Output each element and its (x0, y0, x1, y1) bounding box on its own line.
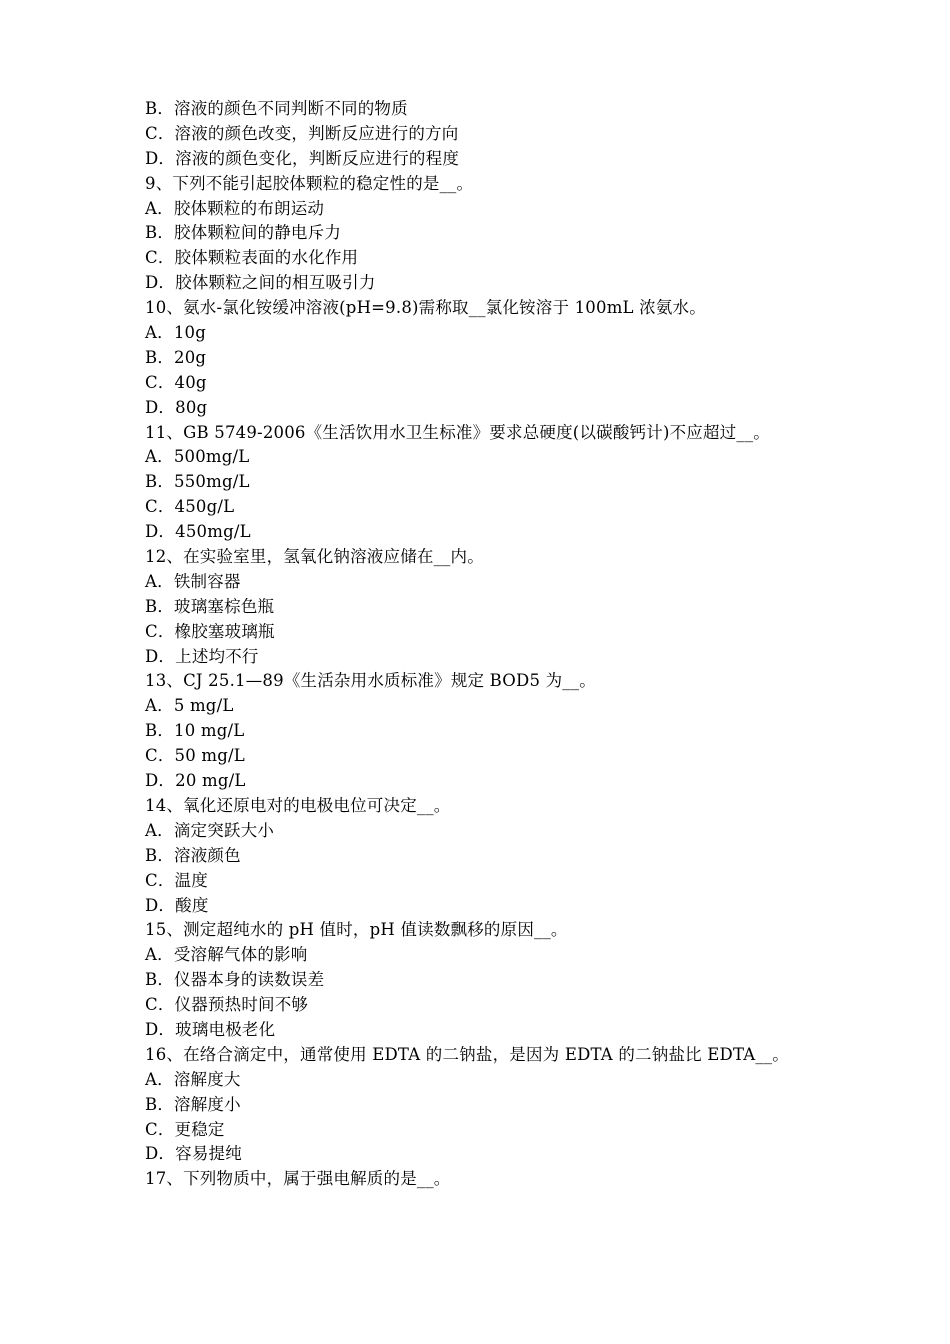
question-line: 17、下列物质中，属于强电解质的是__。 (145, 1169, 451, 1189)
option-line: D．玻璃电极老化 (145, 1019, 276, 1039)
question-line: 11、GB 5749-2006《生活饮用水卫生标准》要求总硬度(以碳酸钙计)不应超过__。 (145, 422, 770, 442)
option-line: B．20g (145, 347, 207, 367)
option-line: D．胶体颗粒之间的相互吸引力 (145, 273, 376, 293)
option-line: A．5 mg/L (145, 696, 234, 716)
option-line: C．450g/L (145, 497, 235, 517)
option-line: B．溶解度小 (145, 1094, 241, 1114)
text-line: D．溶液的颜色变化，判断反应进行的程度 (145, 148, 460, 168)
option-line: C．胶体颗粒表面的水化作用 (145, 248, 359, 268)
option-line: A．受溶解气体的影响 (145, 945, 308, 965)
text-line: C．溶液的颜色改变，判断反应进行的方向 (145, 123, 459, 143)
option-line: C．仪器预热时间不够 (145, 995, 309, 1015)
option-line: B．550mg/L (145, 472, 250, 492)
option-line: A．胶体颗粒的布朗运动 (145, 198, 325, 218)
option-line: C．40g (145, 372, 207, 392)
option-line: B．溶液颜色 (145, 845, 241, 865)
option-line: A．铁制容器 (145, 571, 241, 591)
option-line: D．酸度 (145, 895, 209, 915)
option-line: B．玻璃塞棕色瓶 (145, 596, 275, 616)
option-line: B．10 mg/L (145, 721, 245, 741)
option-line: D．20 mg/L (145, 771, 246, 791)
question-line: 12、在实验室里，氢氧化钠溶液应储在__内。 (145, 547, 484, 567)
option-line: D．450mg/L (145, 522, 251, 542)
option-line: C．温度 (145, 870, 208, 890)
option-line: D．80g (145, 397, 208, 417)
option-line: A．滴定突跃大小 (145, 820, 275, 840)
question-line: 16、在络合滴定中，通常使用 EDTA 的二钠盐，是因为 EDTA 的二钠盐比 EDTA__。 (145, 1044, 789, 1064)
question-line: 14、氧化还原电对的电极电位可决定__。 (145, 795, 451, 815)
document-page (145, 97, 845, 1192)
question-line: 10、氨水-氯化铵缓冲溶液(pH=9.8)需称取__氯化铵溶于 100mL 浓氨水。 (145, 298, 706, 318)
option-line: A．溶解度大 (145, 1069, 241, 1089)
question-line: 13、CJ 25.1—89《生活杂用水质标准》规定 BOD5 为__。 (145, 671, 596, 691)
option-line: A．500mg/L (145, 447, 250, 467)
option-line: A．10g (145, 323, 206, 343)
question-line: 15、测定超纯水的 pH 值时，pH 值读数飘移的原因__。 (145, 920, 568, 940)
option-line: B．胶体颗粒间的静电斥力 (145, 223, 342, 243)
option-line: C．更稳定 (145, 1119, 225, 1139)
question-line: 9、下列不能引起胶体颗粒的稳定性的是__。 (145, 173, 474, 193)
option-line: C．橡胶塞玻璃瓶 (145, 621, 275, 641)
option-line: C．50 mg/L (145, 746, 245, 766)
option-line: B．仪器本身的读数误差 (145, 970, 325, 990)
option-line: D．容易提纯 (145, 1144, 242, 1164)
option-line: D．上述均不行 (145, 646, 259, 666)
text-line: B．溶液的颜色不同判断不同的物质 (145, 99, 408, 118)
